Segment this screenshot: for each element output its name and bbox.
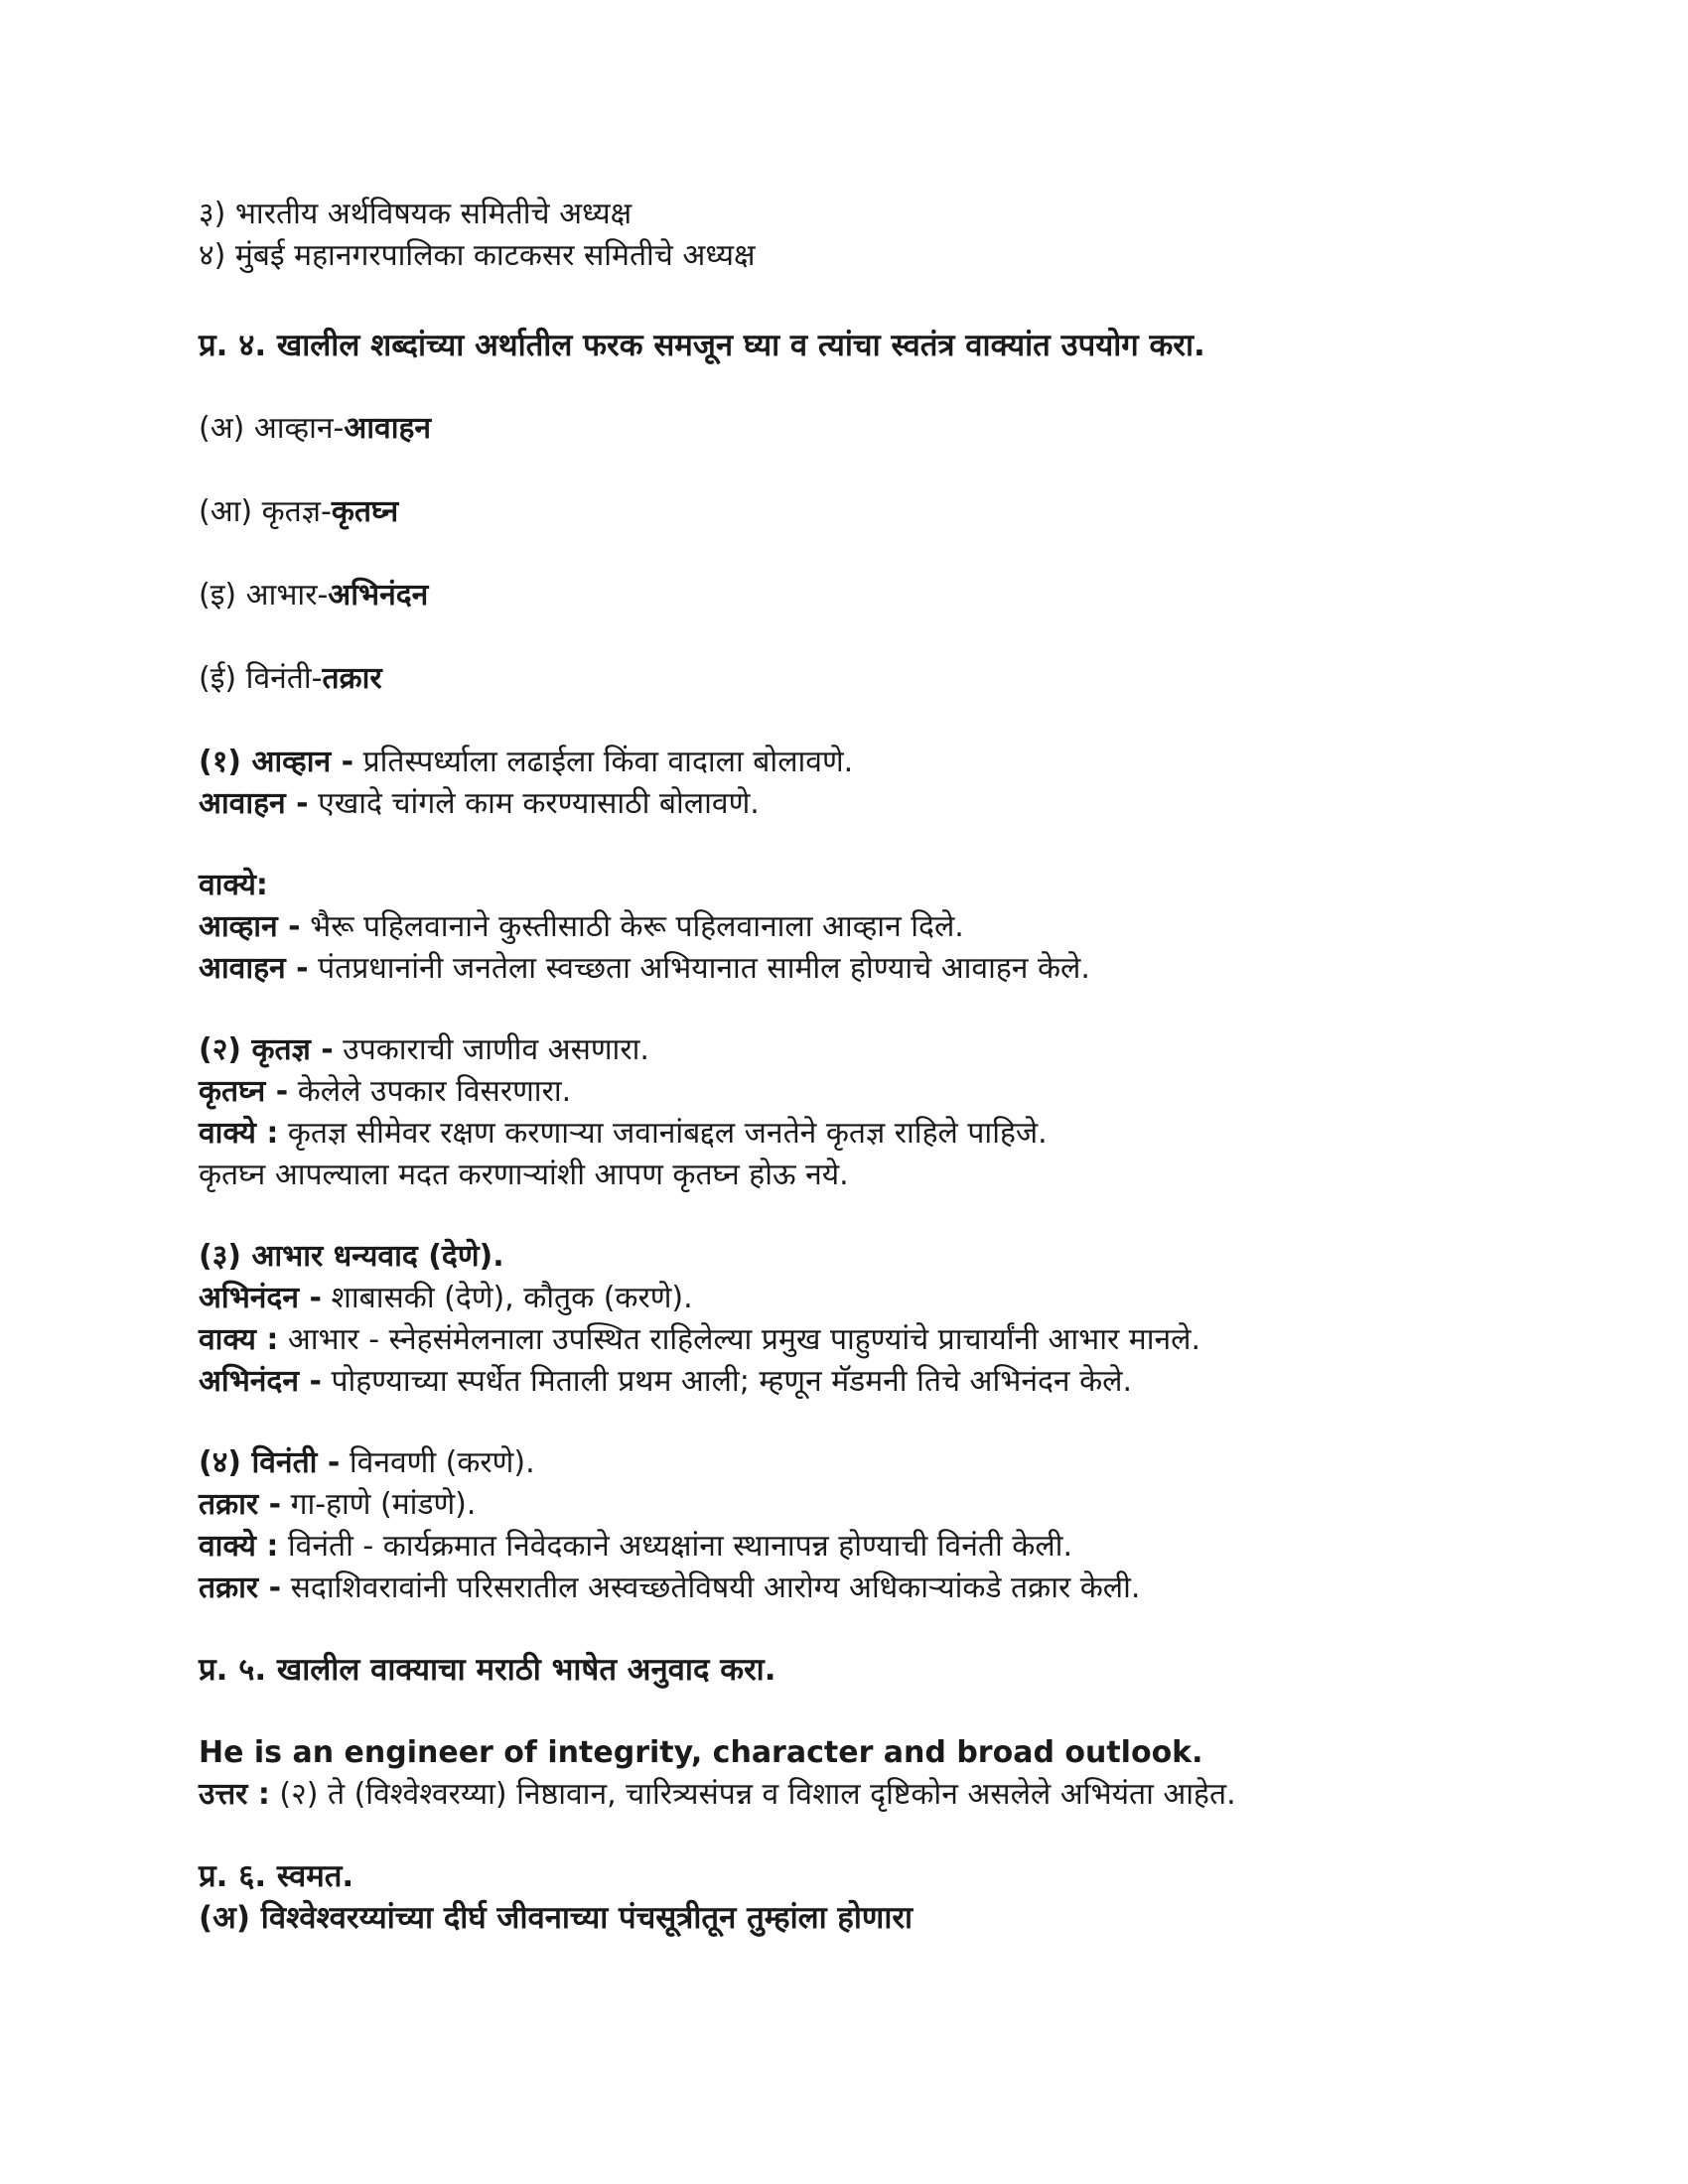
sentences-label: वाक्ये: — [199, 868, 268, 902]
answer-3-line: वाक्य : आभार - स्नेहसंमेलनाला उपस्थित राहिलेल्या प्रमुख पाहुण्यांचे प्राचार्यांनी आभार मानले. — [199, 1322, 1201, 1357]
english-sentence: He is an engineer of integrity, character and broad outlook. — [199, 1735, 1203, 1770]
document-page — [199, 194, 1509, 1939]
answer-4-line: तक्रार - सदाशिवरावांनी परिसरातील अस्वच्छतेविषयी आरोग्य अधिकाऱ्यांकडे तक्रार केली. — [199, 1570, 1141, 1605]
answer-2-line: वाक्ये : कृतज्ञ सीमेवर रक्षण करणाऱ्या जवानांबद्दल जनतेने कृतज्ञ राहिले पाहिजे. — [199, 1116, 1048, 1151]
question-4-heading: प्र. ४. खालील शब्दांच्या अर्थातील फरक समजून घ्या व त्यांचा स्वतंत्र वाक्यांत उपयोग करा. — [199, 328, 1205, 363]
word-pair-aa: (आ) कृतज्ञ-कृतघ्न — [199, 494, 399, 529]
question-6-heading: प्र. ६. स्वमत. — [199, 1858, 354, 1894]
answer-1-line: आव्हान - भैरू पहिलवानाने कुस्तीसाठी केरू पहिलवानाला आव्हान दिले. — [199, 909, 964, 944]
answer-4-line: तक्रार - गा-हाणे (मांडणे). — [199, 1487, 477, 1522]
answer-3-line: (३) आभार धन्यवाद (देणे). — [199, 1239, 504, 1274]
answer-3-line: अभिनंदन - शाबासकी (देणे), कौतुक (करणे). — [199, 1281, 693, 1315]
word-pair-i: (इ) आभार-अभिनंदन — [199, 578, 429, 613]
word-pair-ii: (ई) विनंती-तक्रार — [199, 661, 382, 696]
answer-4-line: वाक्ये : विनंती - कार्यक्रमात निवेदकाने अध्यक्षांना स्थानापन्न होण्याची विनंती केली. — [199, 1529, 1072, 1564]
answer-1-line: (१) आव्हान - प्रतिस्पर्ध्याला लढाईला किंवा वादाला बोलावणे. — [199, 745, 854, 779]
answer-1-line: आवाहन - पंतप्रधानांनी जनतेला स्वच्छता अभियानात सामील होण्याचे आवाहन केले. — [199, 951, 1090, 986]
question-5-heading: प्र. ५. खालील वाक्याचा मराठी भाषेत अनुवाद करा. — [199, 1652, 776, 1688]
list-item: ४) मुंबई महानगरपालिका काटकसर समितीचे अध्यक्ष — [199, 238, 756, 273]
answer-2-line: कृतघ्न - केलेले उपकार विसरणारा. — [199, 1074, 572, 1109]
answer-2-line: कृतघ्न आपल्याला मदत करणाऱ्यांशी आपण कृतघ्न होऊ नये. — [199, 1158, 849, 1192]
answer-5-line: उत्तर : (२) ते (विश्वेश्वरय्या) निष्ठावान, चारित्र्यसंपन्न व विशाल दृष्टिकोन असलेले अभियंता आहेत. — [199, 1777, 1236, 1812]
answer-3-line: अभिनंदन - पोहण्याच्या स्पर्धेत मिताली प्रथम आली; म्हणून मॅडमनी तिचे अभिनंदन केले. — [199, 1364, 1133, 1399]
answer-4-line: (४) विनंती - विनवणी (करणे). — [199, 1445, 535, 1480]
answer-1-line: आवाहन - एखादे चांगले काम करण्यासाठी बोलावणे. — [199, 786, 760, 821]
list-item: ३) भारतीय अर्थविषयक समितीचे अध्यक्ष — [199, 197, 633, 231]
question-6-sub: (अ) विश्वेश्वरय्यांच्या दीर्घ जीवनाच्या पंचसूत्रीतून तुम्हांला होणारा — [199, 1900, 914, 1936]
answer-2-line: (२) कृतज्ञ - उपकाराची जाणीव असणारा. — [199, 1032, 649, 1067]
word-pair-a: (अ) आव्हान-आवाहन — [199, 411, 432, 446]
